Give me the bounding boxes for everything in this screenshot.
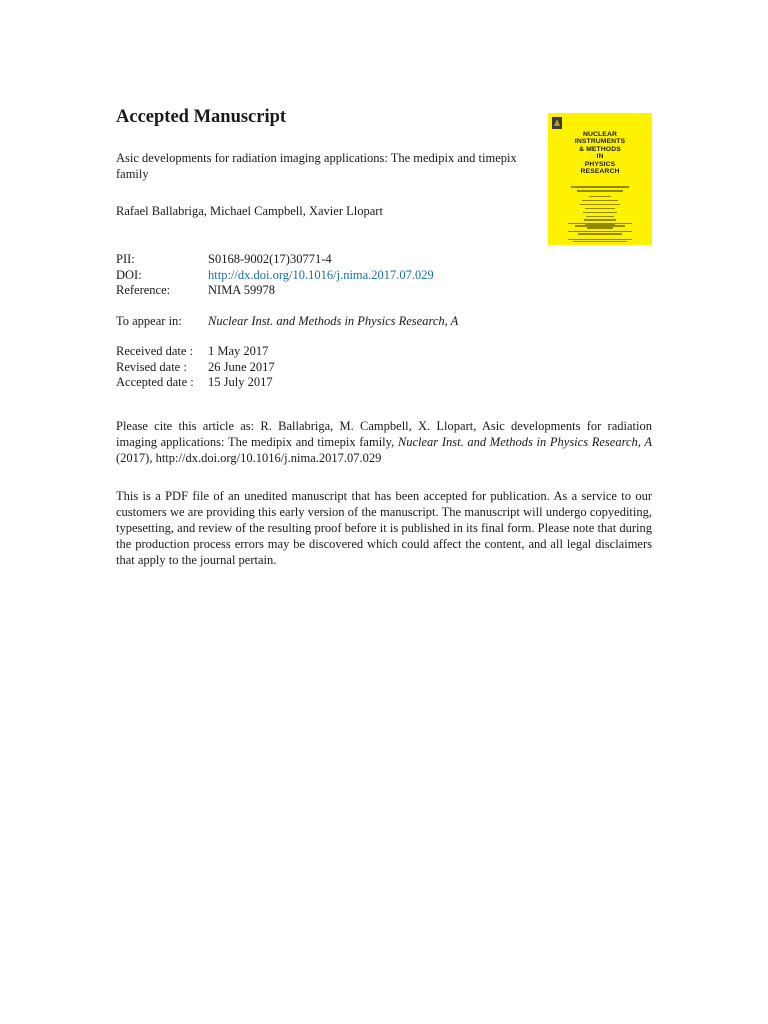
cover-footer-text (570, 225, 630, 229)
cover-title-line: IN (596, 153, 604, 161)
reference-row (116, 283, 434, 299)
cover-text-line (585, 208, 615, 210)
cover-title-line: NUCLEAR (583, 131, 617, 138)
received-label: Received date : (116, 344, 194, 358)
manuscript-metadata (116, 252, 434, 299)
cover-text-line (577, 190, 623, 192)
article-title: Asic developments for radiation imaging applications: The medipix and timepix family (116, 151, 517, 181)
revised-value: 26 June 2017 (208, 359, 275, 374)
journal-cover (548, 113, 652, 245)
authors: Rafael Ballabriga, Michael Campbell, Xavier Llopart (116, 204, 383, 218)
accepted-value: 15 July 2017 (208, 375, 273, 389)
elsevier-logo-icon (552, 117, 562, 129)
appear-label: To appear in: (116, 314, 182, 328)
cover-footer-text (570, 241, 630, 245)
citation-paragraph (116, 418, 652, 466)
cover-text-line (580, 204, 620, 206)
manuscript-heading: Accepted Manuscript (116, 107, 287, 127)
citation-prefix: Please cite this article as: R. Ballabriga, M. Campbell, X. Llopart, Asic developments for radiation imaging applications: The medipix and timepix family, (116, 419, 652, 449)
cover-text-line (578, 233, 622, 235)
doi-link[interactable]: http://dx.doi.org/10.1016/j.nima.2017.07.029 (208, 267, 434, 282)
received-value: 1 May 2017 (208, 344, 269, 358)
cover-title-line: & METHODS (579, 145, 621, 153)
cover-divider (568, 231, 632, 232)
appear-in (116, 314, 458, 330)
pii-row (116, 252, 434, 268)
doi-row (116, 268, 434, 284)
accepted-row (116, 375, 275, 391)
cover-divider (568, 223, 632, 224)
manuscript-notice: This is a PDF file of an unedited manuscript that has been accepted for publication. As a service to our customers we are providing this early version of the manuscript. The manuscript will undergo copyediting, typesetting, and review of the resulting proof before it is published in its final form. Please note that during the production process errors may be discovered which could affect the content, and all legal disclaimers that apply to the journal pertain. (116, 489, 652, 567)
journal-name: Nuclear Inst. and Methods in Physics Research, A (208, 314, 459, 328)
cover-text-line (582, 200, 618, 202)
cover-text-line (573, 241, 627, 242)
cover-title-line: RESEARCH (580, 168, 620, 176)
cover-text-line (571, 186, 629, 188)
cover-footer-text (570, 233, 630, 237)
cover-title-line: INSTRUMENTS (574, 138, 626, 146)
doi-value (208, 268, 434, 284)
citation-journal: Nuclear Inst. and Methods in Physics Research, A (397, 435, 652, 449)
cover-title (548, 131, 652, 175)
appear-row (116, 314, 458, 330)
accepted-label: Accepted date : (116, 375, 194, 389)
manuscript-dates (116, 344, 275, 391)
doi-label: DOI: (116, 267, 142, 282)
cover-title-line: PHYSICS (584, 160, 616, 168)
cover-text-line (586, 216, 614, 218)
pii-label: PII: (116, 252, 135, 266)
revised-row (116, 360, 275, 376)
cover-text-line (575, 225, 625, 227)
cover-text-line (584, 219, 616, 221)
reference-value: NIMA 59978 (208, 283, 276, 297)
received-row (116, 344, 275, 360)
citation-suffix: (2017), http://dx.doi.org/10.1016/j.nima.2017.07.029 (116, 451, 382, 465)
cover-text-line (589, 196, 611, 198)
revised-label: Revised date : (116, 359, 187, 374)
cover-divider (568, 239, 632, 240)
pii-value: S0168-9002(17)30771-4 (208, 252, 332, 266)
reference-label: Reference: (116, 283, 171, 297)
cover-text-line (583, 212, 617, 214)
